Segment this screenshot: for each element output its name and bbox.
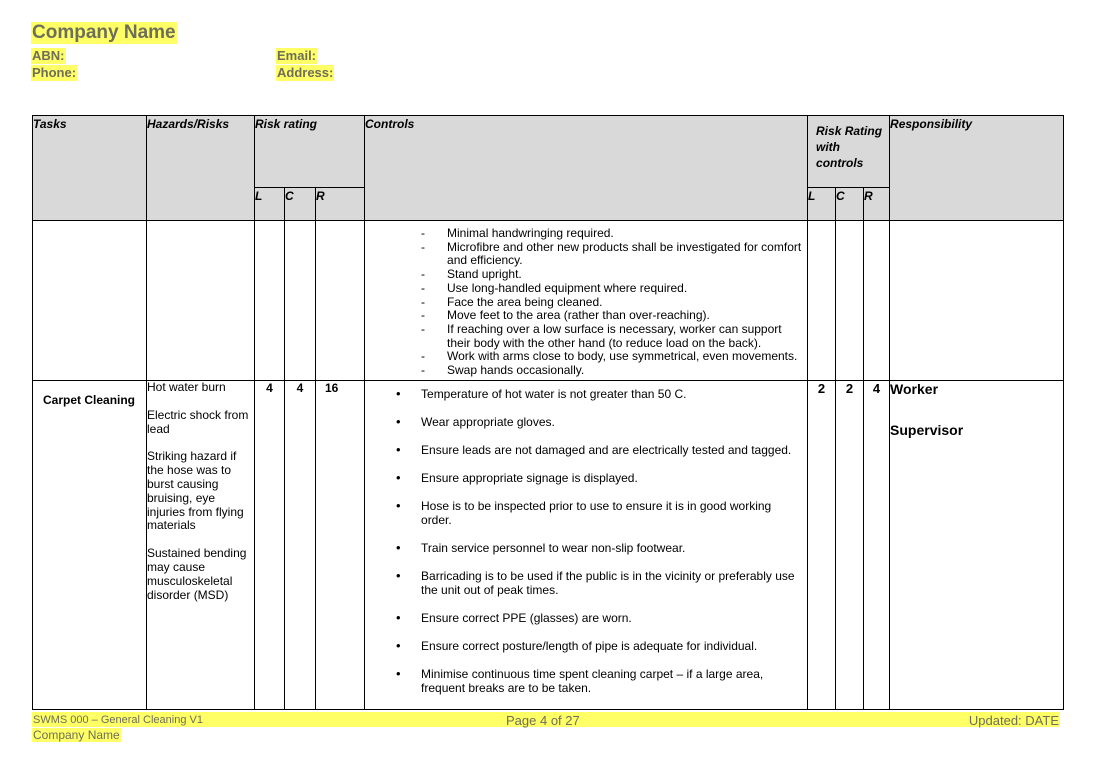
col-header-risk-rating: Risk rating <box>255 116 365 188</box>
col-header-risk-rating-with-controls: Risk Rating with controls <box>808 116 890 188</box>
task-name: Carpet Cleaning <box>43 393 136 407</box>
controlled-r-value: 4 <box>864 381 890 710</box>
hazard-item: Sustained bending may cause musculoskeletal disorder (MSD) <box>147 546 247 602</box>
controls-list <box>393 387 803 695</box>
responsibility-item: Worker <box>890 381 939 397</box>
col-header-risk-l: L <box>255 188 285 221</box>
col-header-risk-r: R <box>316 188 365 221</box>
controlled-r-cell <box>864 221 890 381</box>
col-header-controlled-l: L <box>808 188 836 221</box>
hazards-cell <box>147 381 255 710</box>
list-item: - If reaching over a low surface is necessary, worker can support their body with the other hand (to reduce load on the back). <box>421 323 803 350</box>
controlled-l-value: 2 <box>808 381 836 710</box>
company-name: Company Name <box>32 22 176 43</box>
hazard-item: Hot water burn <box>147 380 226 394</box>
list-item: • Train service personnel to wear non-slip footwear. <box>393 541 803 555</box>
list-item: - Use long-handled equipment where required. <box>421 282 803 296</box>
controls-cell <box>365 381 808 710</box>
task-cell <box>33 381 147 710</box>
list-item: • Ensure leads are not damaged and are electrically tested and tagged. <box>393 443 803 457</box>
risk-c-value: 4 <box>285 381 316 710</box>
list-item: - Minimal handwringing required. <box>421 227 803 241</box>
table-row <box>33 221 1064 381</box>
responsibility-cell <box>890 221 1064 381</box>
task-cell <box>33 221 147 381</box>
hazard-item: Striking hazard if the hose was to burst causing bruising, eye injuries from flying materials <box>147 449 244 533</box>
swms-table <box>32 115 1064 710</box>
controls-list <box>421 227 803 378</box>
col-header-risk-c: C <box>285 188 316 221</box>
list-item: - Work with arms close to body, use symmetrical, even movements. <box>421 350 803 364</box>
table-row <box>33 381 1064 710</box>
list-item: • Hose is to be inspected prior to use to ensure it is in good working order. <box>393 499 803 527</box>
phone-label: Phone: <box>32 65 77 80</box>
list-item: - Face the area being cleaned. <box>421 296 803 310</box>
list-item: • Wear appropriate gloves. <box>393 415 803 429</box>
list-item: - Stand upright. <box>421 268 803 282</box>
list-item: • Ensure correct posture/length of pipe is adequate for individual. <box>393 639 803 653</box>
col-header-tasks: Tasks <box>33 116 147 221</box>
risk-c-cell <box>285 221 316 381</box>
controlled-c-cell <box>836 221 864 381</box>
col-header-responsibility: Responsibility <box>890 116 1064 221</box>
responsibility-item: Supervisor <box>890 422 964 438</box>
hazard-item: Electric shock from lead <box>147 407 249 436</box>
list-item: • Ensure appropriate signage is displayed. <box>393 471 803 485</box>
email-label: Email: <box>277 48 317 63</box>
abn-label: ABN: <box>32 48 65 63</box>
col-header-controls: Controls <box>365 116 808 221</box>
list-item: - Swap hands occasionally. <box>421 364 803 378</box>
footer-company-name: Company Name <box>33 728 120 742</box>
risk-r-value: 16 <box>316 381 365 710</box>
list-item: - Microfibre and other new products shall be investigated for comfort and efficiency. <box>421 241 803 268</box>
responsibility-cell <box>890 381 1064 710</box>
col-header-hazards: Hazards/Risks <box>147 116 255 221</box>
footer-page-number: Page 4 of 27 <box>506 713 580 728</box>
list-item: • Ensure correct PPE (glasses) are worn. <box>393 611 803 625</box>
list-item: • Minimise continuous time spent cleaning carpet – if a large area, frequent breaks are to be taken. <box>393 667 803 695</box>
controls-cell <box>365 221 808 381</box>
list-item: - Move feet to the area (rather than over-reaching). <box>421 309 803 323</box>
footer-updated: Updated: DATE <box>968 713 1059 728</box>
hazards-cell <box>147 221 255 381</box>
list-item: • Temperature of hot water is not greater than 50 C. <box>393 387 803 401</box>
controlled-c-value: 2 <box>836 381 864 710</box>
controlled-l-cell <box>808 221 836 381</box>
col-header-controlled-r: R <box>864 188 890 221</box>
risk-l-cell <box>255 221 285 381</box>
col-header-controlled-c: C <box>836 188 864 221</box>
risk-r-cell <box>316 221 365 381</box>
address-label: Address: <box>277 65 334 80</box>
risk-l-value: 4 <box>255 381 285 710</box>
footer-document-id: SWMS 000 – General Cleaning V1 <box>33 714 203 726</box>
list-item: • Barricading is to be used if the public is in the vicinity or preferably use the unit out of peak times. <box>393 569 803 597</box>
